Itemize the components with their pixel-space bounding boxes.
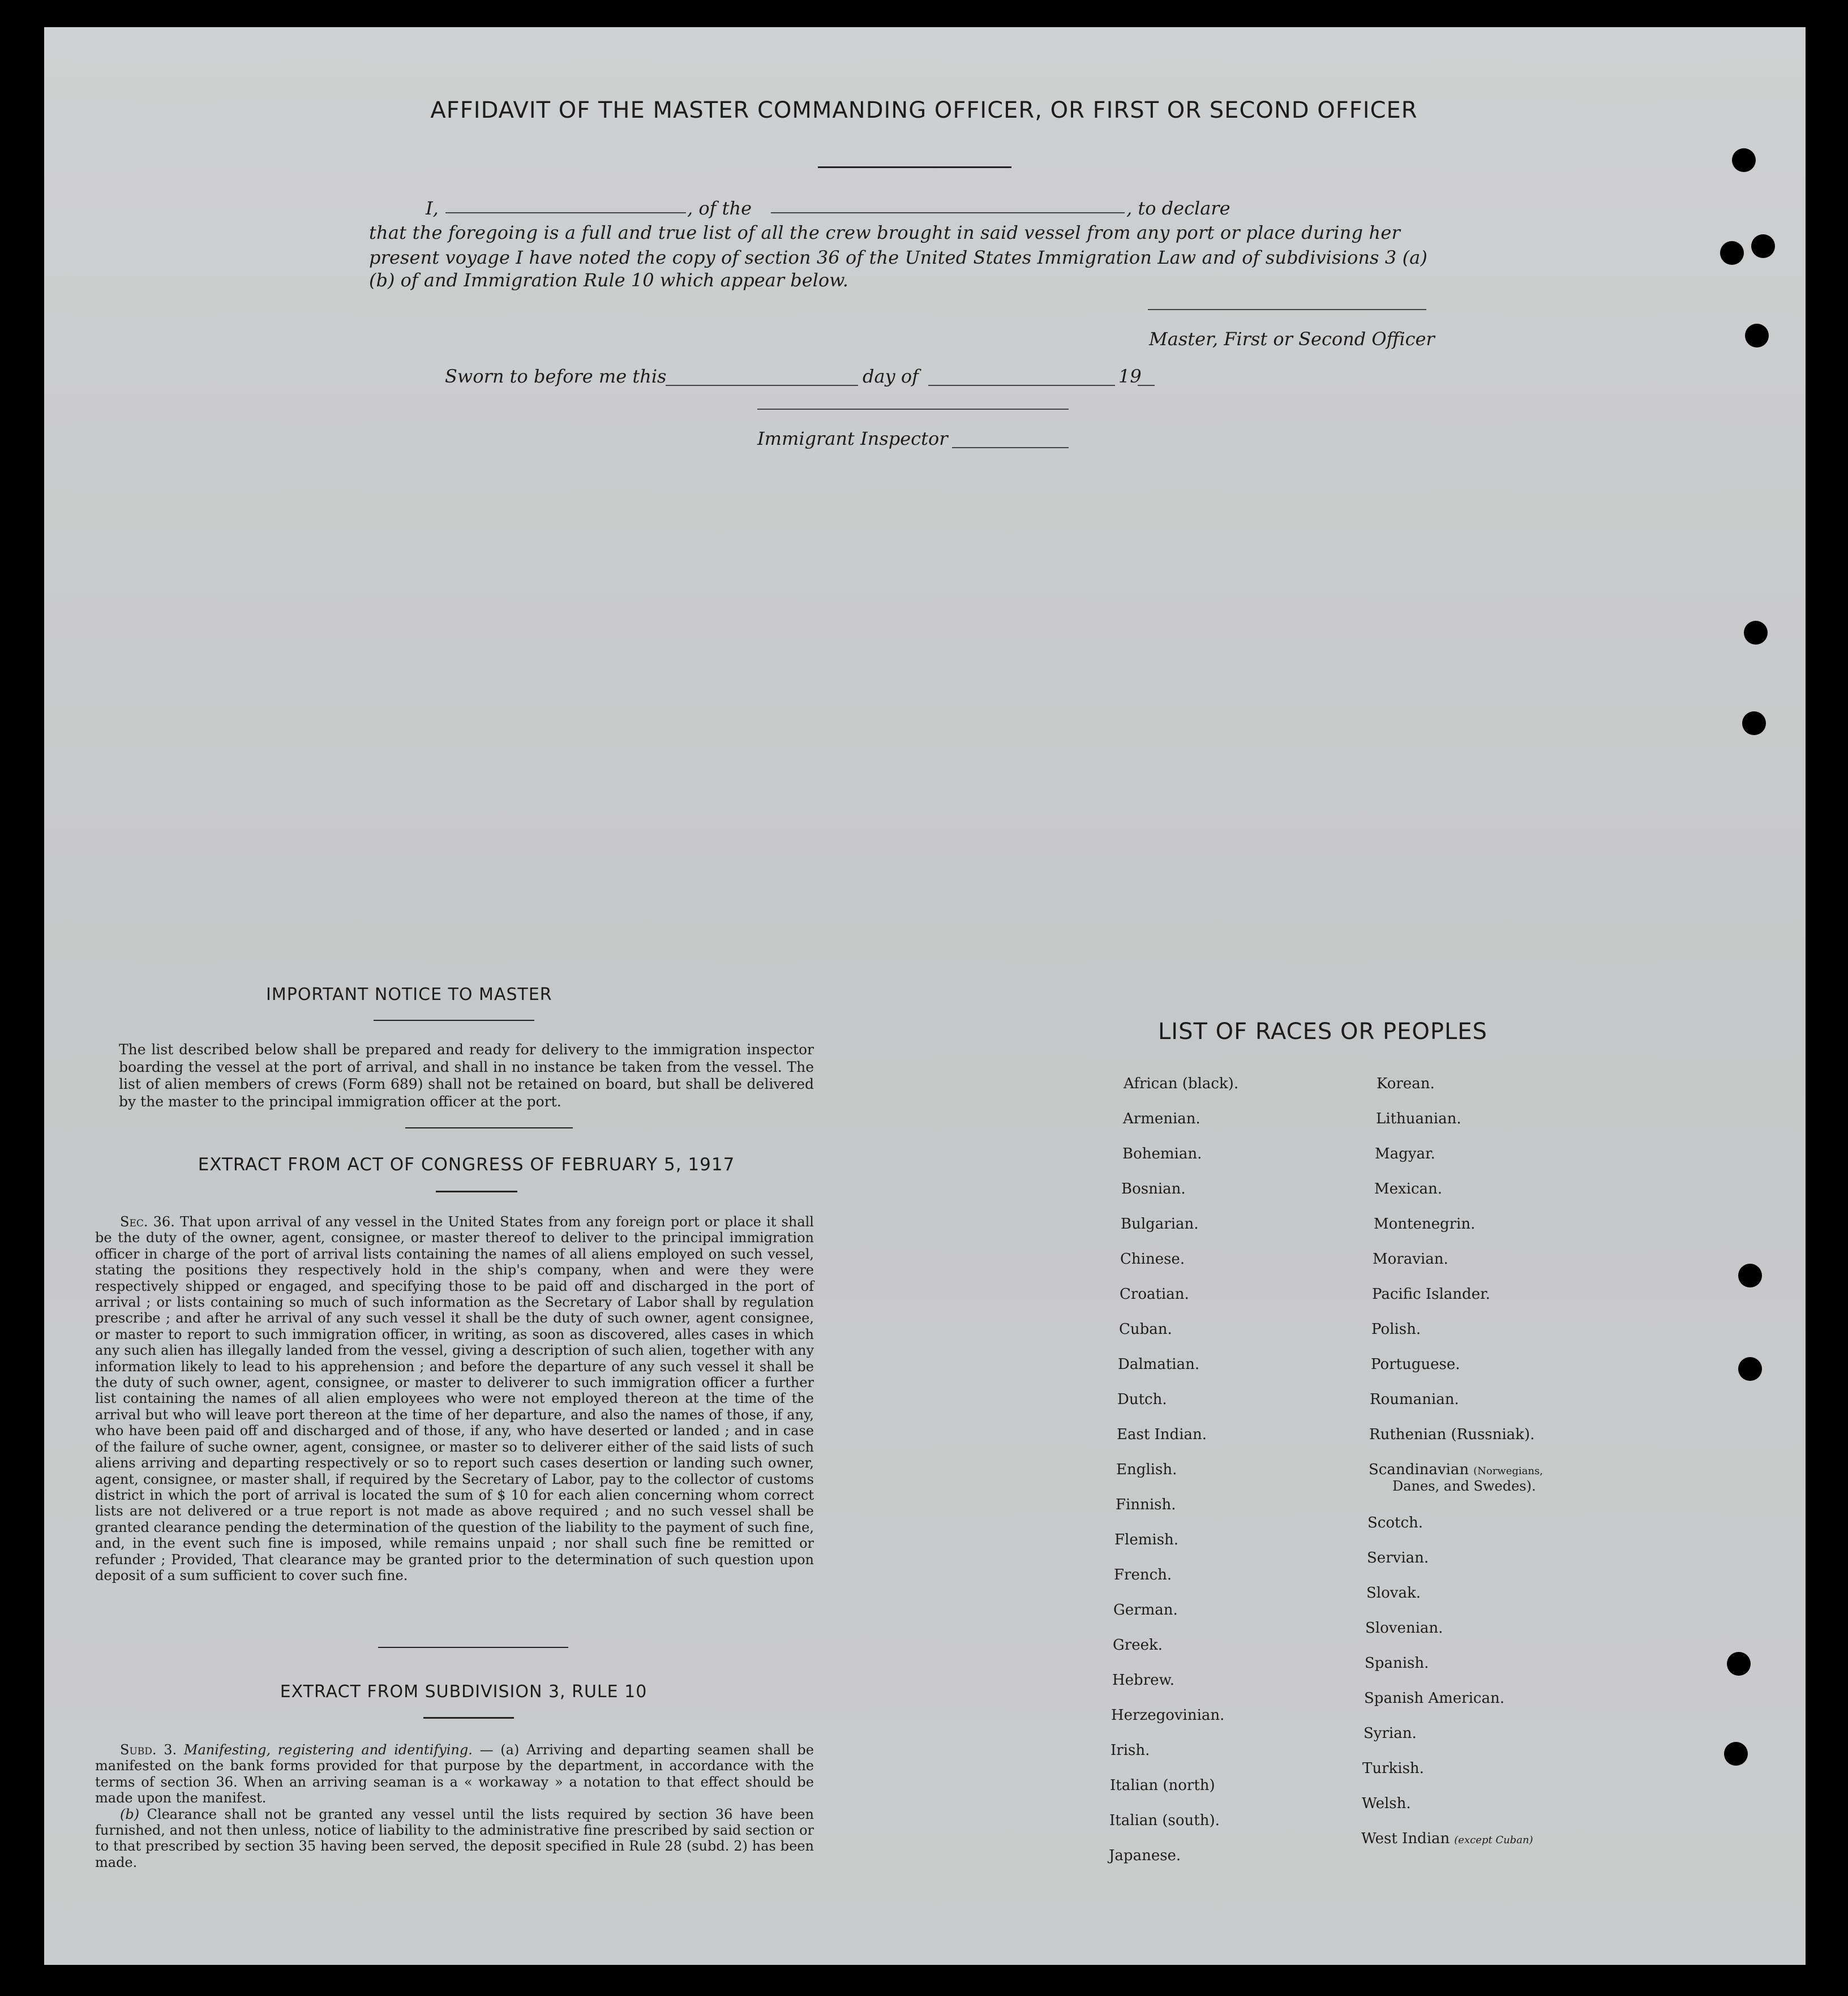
race-note: Danes, and Swedes). xyxy=(1392,1478,1536,1494)
race-label: West Indian xyxy=(1361,1830,1450,1847)
race-label: Lithuanian. xyxy=(1376,1110,1461,1127)
binder-hole xyxy=(1751,234,1775,258)
race-item xyxy=(1364,1725,1417,1742)
race-item: French. xyxy=(1114,1566,1172,1583)
race-item xyxy=(1374,1216,1475,1233)
race-item: Flemish. xyxy=(1114,1531,1179,1548)
notice-divider xyxy=(405,1127,573,1128)
race-item: Bohemian. xyxy=(1122,1145,1202,1162)
race-label: Syrian. xyxy=(1364,1725,1417,1742)
race-item xyxy=(1364,1690,1504,1707)
race-item: Finnish. xyxy=(1116,1496,1176,1513)
binder-hole xyxy=(1738,1264,1762,1287)
subd-a-text: Arriving and departing seamen shall be manifested on the bank forms provided for that purpose by the department, in accordance with the terms of section 36. When an arriving seaman is a « workaway » a notation to that effect should be made upon the manifest. xyxy=(95,1742,814,1806)
race-item: Dalmatian. xyxy=(1118,1356,1200,1373)
race-item xyxy=(1369,1426,1534,1443)
master-signature-field[interactable] xyxy=(1148,309,1426,310)
race-item: East Indian. xyxy=(1117,1426,1207,1443)
notice-body: The list described below shall be prepared and ready for delivery to the immigration inspector boarding the vessel at the port of arrival, and shall in no instance be taken from the vessel. The list of alien members of crews (Form 689) shall not be retained on board, but shall be delivered by the master to the principal immigration officer at the port. xyxy=(119,1041,814,1110)
subd-b-text: Clearance shall not be granted any vessel until the lists required by section 36 have been furnished, and not then unless, notice of liability to the administrative fine prescribed by said section or to that prescribed by section 35 having been served, the deposit specified in Rule 28 (subd. 2) has been made. xyxy=(95,1806,814,1870)
race-item xyxy=(1373,1251,1448,1268)
sworn-label: Sworn to before me this xyxy=(445,366,667,387)
race-item xyxy=(1362,1795,1411,1812)
master-label: Master, First or Second Officer xyxy=(1149,328,1435,350)
section-36-text xyxy=(95,1214,814,1583)
race-item: Cuban. xyxy=(1119,1321,1172,1338)
race-item xyxy=(1375,1145,1435,1162)
race-item xyxy=(1366,1585,1421,1602)
race-item: Dutch. xyxy=(1117,1391,1167,1408)
race-item xyxy=(1370,1391,1459,1408)
act-divider xyxy=(378,1647,568,1648)
race-item: Japanese. xyxy=(1109,1847,1181,1864)
race-label: Servian. xyxy=(1367,1549,1429,1566)
race-item: Chinese. xyxy=(1120,1251,1185,1268)
inspector-signature-field[interactable] xyxy=(757,409,1069,410)
subd-b-label: (b) xyxy=(120,1806,140,1822)
race-item: Bulgarian. xyxy=(1121,1216,1199,1233)
race-item xyxy=(1365,1620,1443,1637)
race-label: Welsh. xyxy=(1362,1795,1411,1812)
year-label: 19 xyxy=(1118,366,1142,387)
race-item xyxy=(1362,1760,1424,1777)
inspector-name-field[interactable] xyxy=(952,447,1069,448)
binder-hole xyxy=(1742,711,1766,735)
inspector-label: Immigrant Inspector xyxy=(757,428,948,449)
race-label: Scandinavian xyxy=(1369,1461,1469,1478)
notice-underline xyxy=(374,1020,534,1021)
binder-hole xyxy=(1738,1357,1762,1381)
race-item xyxy=(1367,1514,1423,1531)
race-item: Armenian. xyxy=(1123,1110,1200,1127)
race-label: Moravian. xyxy=(1373,1251,1448,1268)
race-item: Hebrew. xyxy=(1112,1672,1174,1689)
race-item: Irish. xyxy=(1110,1742,1150,1759)
binder-hole xyxy=(1744,621,1768,645)
race-item: German. xyxy=(1113,1602,1178,1619)
affidavit-i: I, xyxy=(426,198,439,219)
sworn-month-field[interactable] xyxy=(928,385,1115,386)
race-item xyxy=(1377,1075,1435,1092)
section-body: That upon arrival of any vessel in the United States from any foreign port or place it shall be the duty of the owner, agent, consignee, or master thereof to deliver to the principal immigration officer in charge of the port of arrival lists containing the names of all aliens employed on such vessel, stating the positions they respectively hold in the ship's company, when and were they were respectively shipped or engaged, and specifying those to be paid off and discharged in the port of arrival ; or lists containing so much of such information as the Secretary of Labor shall by regulation prescribe ; and after he arrival of any such vessel it shall be the duty of such owner, agent consignee, or master to report to such immigration officer, in writing, as soon as discovered, alles cases in which any such alien has illegally landed from the vessel, giving a description of such alien, together with any information likely to lead to his apprehension ; and before the departure of any such vessel it shall be the duty of such owner, agent, consignee, or master to deliverer to such immigration officer a further list containing the names of all alien employees who were not employed thereon at the time of the arrival but who will leave port thereon at the time of her departure, and also the names of those, if any, who have been paid off and discharged and of those, if any, who have deserted or landed ; and in case of the failure of suche owner, agent, consignee, or master so to deliverer either of the said lists of such aliens arriving and departing respectively or so to report such cases desertion or landing such owner, agent, consignee, or master shall, if required by the Secretary of Labor, pay to the collector of customs district in which the port of arrival is located the sum of $ 10 for each alien concerning whom correct lists are not delivered or a true report is not made as above required ; and no such vessel shall be granted clearance pending the determination of the question of the liability to the payment of such fine, and, in the event such fine is imposed, while remains unpaid ; nor shall such fine be remitted or refunder ; Provided, That clearance may be granted prior to the determination of such question upon deposit of a sum sufficient to cover such fine. xyxy=(95,1214,814,1583)
binder-hole xyxy=(1745,324,1769,347)
race-item xyxy=(1376,1110,1461,1127)
race-item: Italian (south). xyxy=(1109,1812,1220,1829)
sworn-year-field[interactable] xyxy=(1138,385,1155,386)
race-label: Slovenian. xyxy=(1365,1620,1443,1637)
race-item xyxy=(1372,1286,1490,1303)
race-note: (Norwegians, xyxy=(1473,1465,1543,1477)
race-label: Spanish. xyxy=(1365,1655,1429,1672)
race-item xyxy=(1371,1356,1460,1373)
race-label: Mexican. xyxy=(1374,1181,1443,1197)
notice-title: IMPORTANT NOTICE TO MASTER xyxy=(266,985,552,1005)
race-label: Slovak. xyxy=(1366,1585,1421,1602)
vessel-field[interactable] xyxy=(771,212,1125,213)
race-label: Korean. xyxy=(1377,1075,1435,1092)
race-label: Pacific Islander. xyxy=(1372,1286,1490,1303)
race-label: Magyar. xyxy=(1375,1145,1435,1162)
race-label: Roumanian. xyxy=(1370,1391,1459,1408)
section-label: Sec. 36. xyxy=(120,1214,175,1230)
race-label: Montenegrin. xyxy=(1374,1216,1476,1233)
rule-underline xyxy=(423,1717,514,1719)
race-item: Herzegovinian. xyxy=(1111,1707,1225,1724)
binder-hole xyxy=(1724,1742,1748,1766)
race-item xyxy=(1361,1830,1533,1847)
race-label: Portuguese. xyxy=(1371,1356,1460,1373)
subd-label: Subd. 3. xyxy=(120,1742,177,1758)
race-label: Turkish. xyxy=(1362,1760,1424,1777)
binder-hole xyxy=(1720,241,1744,265)
affidavit-to-declare: , to declare xyxy=(1126,198,1230,219)
race-item: English. xyxy=(1116,1461,1177,1478)
affidavit-text xyxy=(324,167,1467,219)
rule-text xyxy=(95,1742,814,1870)
race-item xyxy=(1371,1321,1421,1338)
race-item xyxy=(1365,1655,1429,1672)
sworn-day-field[interactable] xyxy=(666,385,858,386)
affidavit-line-4: (b) of and Immigration Rule 10 which appear below. xyxy=(369,269,848,291)
race-item xyxy=(1374,1181,1442,1197)
act-title: EXTRACT FROM ACT OF CONGRESS OF FEBRUARY 5, 1917 xyxy=(198,1154,735,1175)
race-item xyxy=(1367,1549,1429,1566)
race-note: (except Cuban) xyxy=(1454,1834,1533,1846)
race-label: Scotch. xyxy=(1367,1514,1423,1531)
race-item: African (black). xyxy=(1124,1075,1239,1092)
act-underline xyxy=(436,1191,517,1192)
races-title: LIST OF RACES OR PEOPLES xyxy=(1158,1019,1487,1045)
race-item: Croatian. xyxy=(1120,1286,1189,1303)
race-item xyxy=(1369,1461,1543,1494)
subd-a-label: — (a) xyxy=(479,1742,520,1758)
race-label: Spanish American. xyxy=(1364,1690,1505,1707)
day-of-label: day of xyxy=(863,366,919,387)
rule-title: EXTRACT FROM SUBDIVISION 3, RULE 10 xyxy=(280,1682,648,1702)
binder-hole xyxy=(1727,1652,1751,1676)
binder-hole xyxy=(1732,148,1756,172)
race-label: Ruthenian (Russniak). xyxy=(1369,1426,1535,1443)
race-label: Polish. xyxy=(1371,1321,1421,1338)
affidavit-of-the: , of the xyxy=(687,198,752,219)
subd-heading: Manifesting, registering and identifying. xyxy=(183,1742,473,1758)
affidavit-title: AFFIDAVIT OF THE MASTER COMMANDING OFFICER, OR FIRST OR SECOND OFFICER xyxy=(430,97,1418,123)
race-item: Bosnian. xyxy=(1121,1181,1186,1197)
affidavit-line-1 xyxy=(324,167,1467,219)
affidavit-line-3: present voyage I have noted the copy of section 36 of the United States Immigration Law and of subdivisions 3 (a) xyxy=(369,247,1427,268)
race-item: Italian (north) xyxy=(1110,1777,1215,1794)
name-field[interactable] xyxy=(445,212,686,213)
race-item: Greek. xyxy=(1113,1637,1163,1654)
affidavit-line-2: that the foregoing is a full and true list of all the crew brought in said vessel from any port or place during her xyxy=(369,222,1400,243)
